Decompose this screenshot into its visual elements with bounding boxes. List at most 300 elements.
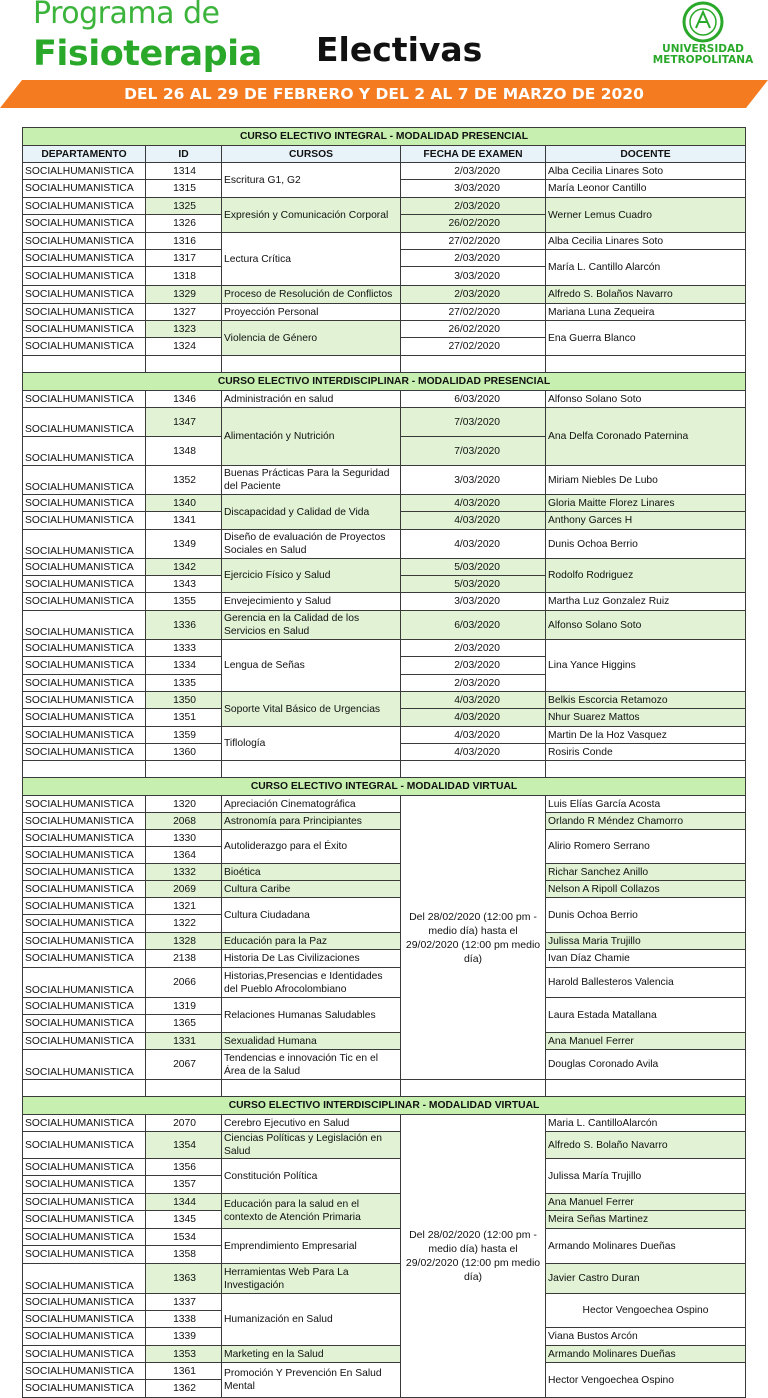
teacher-cell: Julissa María Trujillo bbox=[546, 1159, 746, 1194]
id-cell: 1350 bbox=[146, 692, 222, 709]
department-cell: SOCIALHUMANISTICA bbox=[23, 675, 146, 692]
course-cell: Autoliderazgo para el Éxito bbox=[222, 830, 401, 864]
table-row bbox=[23, 640, 746, 657]
id-cell: 1325 bbox=[146, 198, 222, 215]
page-title: Electivas bbox=[316, 30, 483, 69]
department-cell: SOCIALHUMANISTICA bbox=[23, 338, 146, 356]
id-cell: 2066 bbox=[146, 968, 222, 998]
teacher-cell: Ena Guerra Blanco bbox=[546, 321, 746, 356]
exam-date-cell: 26/02/2020 bbox=[401, 321, 546, 338]
department-cell: SOCIALHUMANISTICA bbox=[23, 813, 146, 830]
department-cell: SOCIALHUMANISTICA bbox=[23, 215, 146, 233]
department-cell: SOCIALHUMANISTICA bbox=[23, 530, 146, 559]
id-cell: 1349 bbox=[146, 530, 222, 559]
spacer-cell bbox=[23, 1080, 146, 1097]
teacher-cell: Alirio Romero Serrano bbox=[546, 830, 746, 864]
teacher-cell: Luis Elías García Acosta bbox=[546, 796, 746, 813]
table-row bbox=[23, 233, 746, 250]
exam-date-cell: 2/03/2020 bbox=[401, 640, 546, 657]
course-cell: Relaciones Humanas Saludables bbox=[222, 998, 401, 1033]
id-cell: 1347 bbox=[146, 408, 222, 437]
id-cell: 1331 bbox=[146, 1033, 222, 1050]
id-cell: 1323 bbox=[146, 321, 222, 338]
section-header-row bbox=[23, 128, 746, 146]
teacher-cell: Ana Manuel Ferrer bbox=[546, 1033, 746, 1050]
department-cell: SOCIALHUMANISTICA bbox=[23, 1311, 146, 1328]
id-cell: 1339 bbox=[146, 1328, 222, 1346]
department-cell: SOCIALHUMANISTICA bbox=[23, 180, 146, 198]
exam-date-cell: 2/03/2020 bbox=[401, 198, 546, 215]
department-cell: SOCIALHUMANISTICA bbox=[23, 1033, 146, 1050]
id-cell: 1359 bbox=[146, 727, 222, 744]
exam-date-cell: 4/03/2020 bbox=[401, 495, 546, 512]
table-row bbox=[23, 1264, 746, 1294]
teacher-cell: Alfredo S. Bolaño Navarro bbox=[546, 1132, 746, 1159]
exam-date-cell: 3/03/2020 bbox=[401, 180, 546, 198]
department-cell: SOCIALHUMANISTICA bbox=[23, 198, 146, 215]
section-title: CURSO ELECTIVO INTEGRAL - MODALIDAD PRESENCIAL bbox=[23, 128, 746, 146]
spacer-cell bbox=[546, 356, 746, 373]
section-header-row bbox=[23, 778, 746, 796]
id-cell: 1362 bbox=[146, 1380, 222, 1398]
department-cell: SOCIALHUMANISTICA bbox=[23, 1159, 146, 1176]
id-cell: 1315 bbox=[146, 180, 222, 198]
table-row bbox=[23, 198, 746, 215]
department-cell: SOCIALHUMANISTICA bbox=[23, 163, 146, 180]
table-row bbox=[23, 864, 746, 881]
course-cell: Buenas Prácticas Para la Seguridad del Paciente bbox=[222, 466, 401, 495]
course-cell: Emprendimiento Empresarial bbox=[222, 1229, 401, 1264]
id-cell: 2068 bbox=[146, 813, 222, 830]
table-row bbox=[23, 830, 746, 847]
id-cell: 1352 bbox=[146, 466, 222, 495]
department-cell: SOCIALHUMANISTICA bbox=[23, 657, 146, 675]
column-header: ID bbox=[146, 146, 222, 163]
teacher-cell: Lina Yance Higgins bbox=[546, 640, 746, 692]
id-cell: 1357 bbox=[146, 1176, 222, 1194]
teacher-cell: Nelson A Ripoll Collazos bbox=[546, 881, 746, 898]
id-cell: 1337 bbox=[146, 1294, 222, 1311]
department-cell: SOCIALHUMANISTICA bbox=[23, 692, 146, 709]
exam-date-cell: 3/03/2020 bbox=[401, 267, 546, 286]
course-cell: Violencia de Género bbox=[222, 321, 401, 356]
teacher-cell: Ana Manuel Ferrer bbox=[546, 1194, 746, 1211]
exam-date-cell: 27/02/2020 bbox=[401, 304, 546, 321]
exam-date-cell: 27/02/2020 bbox=[401, 338, 546, 356]
id-cell: 2067 bbox=[146, 1050, 222, 1080]
table-row bbox=[23, 813, 746, 830]
id-cell: 1358 bbox=[146, 1246, 222, 1264]
id-cell: 1319 bbox=[146, 998, 222, 1015]
department-cell: SOCIALHUMANISTICA bbox=[23, 1346, 146, 1363]
electives-table bbox=[22, 127, 746, 1398]
table-row bbox=[23, 968, 746, 998]
course-cell: Marketing en la Salud bbox=[222, 1346, 401, 1363]
course-cell: Envejecimiento y Salud bbox=[222, 593, 401, 611]
id-cell: 1328 bbox=[146, 933, 222, 950]
department-cell: SOCIALHUMANISTICA bbox=[23, 998, 146, 1015]
department-cell: SOCIALHUMANISTICA bbox=[23, 1328, 146, 1346]
teacher-cell: Armando Molinares Dueñas bbox=[546, 1346, 746, 1363]
department-cell: SOCIALHUMANISTICA bbox=[23, 1115, 146, 1132]
course-cell: Sexualidad Humana bbox=[222, 1033, 401, 1050]
department-cell: SOCIALHUMANISTICA bbox=[23, 1015, 146, 1033]
id-cell: 1318 bbox=[146, 267, 222, 286]
table-row bbox=[23, 796, 746, 813]
section-spacer-row bbox=[23, 761, 746, 778]
table-row bbox=[23, 1363, 746, 1380]
course-cell: Historia De Las Civilizaciones bbox=[222, 950, 401, 968]
course-cell: Cerebro Ejecutivo en Salud bbox=[222, 1115, 401, 1132]
id-cell: 1365 bbox=[146, 1015, 222, 1033]
exam-date-cell: 2/03/2020 bbox=[401, 163, 546, 180]
department-cell: SOCIALHUMANISTICA bbox=[23, 1246, 146, 1264]
table-row bbox=[23, 1194, 746, 1211]
department-cell: SOCIALHUMANISTICA bbox=[23, 744, 146, 761]
department-cell: SOCIALHUMANISTICA bbox=[23, 1194, 146, 1211]
department-cell: SOCIALHUMANISTICA bbox=[23, 1211, 146, 1229]
exam-date-virtual: Del 28/02/2020 (12:00 pm - medio día) hasta el 29/02/2020 (12:00 pm medio día) bbox=[401, 796, 546, 1080]
table-row bbox=[23, 530, 746, 559]
section-header-row bbox=[23, 1097, 746, 1115]
course-cell: Historias,Presencias e Identidades del Pueblo Afrocolombiano bbox=[222, 968, 401, 998]
table-row bbox=[23, 321, 746, 338]
course-cell: Promoción Y Prevención En Salud Mental bbox=[222, 1363, 401, 1398]
id-cell: 1314 bbox=[146, 163, 222, 180]
department-cell: SOCIALHUMANISTICA bbox=[23, 512, 146, 530]
teacher-cell: Hector Vengoechea Ospino bbox=[546, 1363, 746, 1398]
exam-date-cell: 4/03/2020 bbox=[401, 709, 546, 727]
department-cell: SOCIALHUMANISTICA bbox=[23, 437, 146, 466]
teacher-cell: Nhur Suarez Mattos bbox=[546, 709, 746, 727]
course-cell: Tendencias e innovación Tic en el Área de la Salud bbox=[222, 1050, 401, 1080]
course-cell: Escritura G1, G2 bbox=[222, 163, 401, 198]
teacher-cell: Ana Delfa Coronado Paternina bbox=[546, 408, 746, 466]
id-cell: 1340 bbox=[146, 495, 222, 512]
section-spacer-row bbox=[23, 356, 746, 373]
exam-date-cell: 2/03/2020 bbox=[401, 657, 546, 675]
course-cell: Lectura Crítica bbox=[222, 233, 401, 286]
spacer-cell bbox=[23, 356, 146, 373]
teacher-cell: Orlando R Méndez Chamorro bbox=[546, 813, 746, 830]
course-cell: Humanización en Salud bbox=[222, 1294, 401, 1346]
exam-date-cell: 4/03/2020 bbox=[401, 692, 546, 709]
table-row bbox=[23, 611, 746, 640]
teacher-cell: Martha Luz Gonzalez Ruiz bbox=[546, 593, 746, 611]
table-row bbox=[23, 163, 746, 180]
spacer-cell bbox=[222, 1080, 401, 1097]
department-cell: SOCIALHUMANISTICA bbox=[23, 576, 146, 593]
spacer-cell bbox=[222, 761, 401, 778]
course-cell: Proyección Personal bbox=[222, 304, 401, 321]
department-cell: SOCIALHUMANISTICA bbox=[23, 933, 146, 950]
table-row bbox=[23, 692, 746, 709]
teacher-cell: Gloria Maitte Florez Linares bbox=[546, 495, 746, 512]
id-cell: 1363 bbox=[146, 1264, 222, 1294]
teacher-cell: Dunis Ochoa Berrio bbox=[546, 530, 746, 559]
teacher-cell: Belkis Escorcia Retamozo bbox=[546, 692, 746, 709]
exam-date-virtual: Del 28/02/2020 (12:00 pm - medio día) hasta el 29/02/2020 (12:00 pm medio día) bbox=[401, 1115, 546, 1398]
section-title: CURSO ELECTIVO INTERDISCIPLINAR - MODALIDAD VIRTUAL bbox=[23, 1097, 746, 1115]
id-cell: 1348 bbox=[146, 437, 222, 466]
department-cell: SOCIALHUMANISTICA bbox=[23, 1380, 146, 1398]
id-cell: 1324 bbox=[146, 338, 222, 356]
spacer-cell bbox=[146, 1080, 222, 1097]
table-row bbox=[23, 1115, 746, 1132]
department-cell: SOCIALHUMANISTICA bbox=[23, 1050, 146, 1080]
course-cell: Diseño de evaluación de Proyectos Sociales en Salud bbox=[222, 530, 401, 559]
id-cell: 1332 bbox=[146, 864, 222, 881]
id-cell: 1345 bbox=[146, 1211, 222, 1229]
department-cell: SOCIALHUMANISTICA bbox=[23, 1264, 146, 1294]
university-seal-icon bbox=[681, 0, 725, 44]
course-cell: Educación para la Paz bbox=[222, 933, 401, 950]
exam-date-cell: 27/02/2020 bbox=[401, 233, 546, 250]
department-cell: SOCIALHUMANISTICA bbox=[23, 864, 146, 881]
spacer-cell bbox=[401, 1080, 546, 1097]
id-cell: 1330 bbox=[146, 830, 222, 847]
exam-date-cell: 6/03/2020 bbox=[401, 391, 546, 408]
teacher-cell: Laura Estada Matallana bbox=[546, 998, 746, 1033]
id-cell: 1341 bbox=[146, 512, 222, 530]
spacer-cell bbox=[146, 761, 222, 778]
section-spacer-row bbox=[23, 1080, 746, 1097]
teacher-cell: Harold Ballesteros Valencia bbox=[546, 968, 746, 998]
exam-date-cell: 26/02/2020 bbox=[401, 215, 546, 233]
table-row bbox=[23, 933, 746, 950]
exam-date-cell: 5/03/2020 bbox=[401, 559, 546, 576]
id-cell: 1355 bbox=[146, 593, 222, 611]
id-cell: 1336 bbox=[146, 611, 222, 640]
department-cell: SOCIALHUMANISTICA bbox=[23, 1294, 146, 1311]
course-cell: Apreciación Cinematográfica bbox=[222, 796, 401, 813]
table-row bbox=[23, 1132, 746, 1159]
spacer-cell bbox=[401, 356, 546, 373]
course-cell: Bioética bbox=[222, 864, 401, 881]
course-cell: Herramientas Web Para La Investigación bbox=[222, 1264, 401, 1294]
exam-date-cell: 2/03/2020 bbox=[401, 286, 546, 304]
id-cell: 1353 bbox=[146, 1346, 222, 1363]
exam-date-cell: 2/03/2020 bbox=[401, 675, 546, 692]
electives-table-body bbox=[23, 128, 746, 1398]
teacher-cell: Rosiris Conde bbox=[546, 744, 746, 761]
id-cell: 1329 bbox=[146, 286, 222, 304]
department-cell: SOCIALHUMANISTICA bbox=[23, 1176, 146, 1194]
department-cell: SOCIALHUMANISTICA bbox=[23, 408, 146, 437]
table-row bbox=[23, 1159, 746, 1176]
teacher-cell: Douglas Coronado Avila bbox=[546, 1050, 746, 1080]
exam-date-cell: 7/03/2020 bbox=[401, 437, 546, 466]
department-cell: SOCIALHUMANISTICA bbox=[23, 968, 146, 998]
section-header-row bbox=[23, 373, 746, 391]
teacher-cell: Martin De la Hoz Vasquez bbox=[546, 727, 746, 744]
id-cell: 1320 bbox=[146, 796, 222, 813]
id-cell: 1322 bbox=[146, 915, 222, 933]
program-title-line1: Programa de bbox=[33, 0, 220, 31]
spacer-cell bbox=[146, 356, 222, 373]
column-header: FECHA DE EXAMEN bbox=[401, 146, 546, 163]
exam-date-cell: 4/03/2020 bbox=[401, 727, 546, 744]
teacher-cell: Miriam Niebles De Lubo bbox=[546, 466, 746, 495]
table-row bbox=[23, 593, 746, 611]
department-cell: SOCIALHUMANISTICA bbox=[23, 847, 146, 864]
table-row bbox=[23, 1033, 746, 1050]
table-row bbox=[23, 408, 746, 437]
id-cell: 1346 bbox=[146, 391, 222, 408]
department-cell: SOCIALHUMANISTICA bbox=[23, 881, 146, 898]
id-cell: 2070 bbox=[146, 1115, 222, 1132]
course-cell: Constitución Política bbox=[222, 1159, 401, 1194]
id-cell: 2138 bbox=[146, 950, 222, 968]
spacer-cell bbox=[23, 761, 146, 778]
department-cell: SOCIALHUMANISTICA bbox=[23, 1229, 146, 1246]
table-row bbox=[23, 304, 746, 321]
id-cell: 1360 bbox=[146, 744, 222, 761]
page-header bbox=[0, 0, 768, 118]
course-cell: Expresión y Comunicación Corporal bbox=[222, 198, 401, 233]
course-cell: Alimentación y Nutrición bbox=[222, 408, 401, 466]
section-title: CURSO ELECTIVO INTERDISCIPLINAR - MODALIDAD PRESENCIAL bbox=[23, 373, 746, 391]
id-cell: 2069 bbox=[146, 881, 222, 898]
department-cell: SOCIALHUMANISTICA bbox=[23, 267, 146, 286]
exam-date-cell: 3/03/2020 bbox=[401, 593, 546, 611]
department-cell: SOCIALHUMANISTICA bbox=[23, 796, 146, 813]
id-cell: 1338 bbox=[146, 1311, 222, 1328]
teacher-cell: Hector Vengoechea Ospino bbox=[546, 1294, 746, 1328]
department-cell: SOCIALHUMANISTICA bbox=[23, 286, 146, 304]
department-cell: SOCIALHUMANISTICA bbox=[23, 466, 146, 495]
spacer-cell bbox=[546, 1080, 746, 1097]
teacher-cell: Viana Bustos Arcón bbox=[546, 1328, 746, 1346]
department-cell: SOCIALHUMANISTICA bbox=[23, 391, 146, 408]
id-cell: 1335 bbox=[146, 675, 222, 692]
id-cell: 1344 bbox=[146, 1194, 222, 1211]
department-cell: SOCIALHUMANISTICA bbox=[23, 304, 146, 321]
course-cell: Astronomía para Principiantes bbox=[222, 813, 401, 830]
id-cell: 1334 bbox=[146, 657, 222, 675]
table-row bbox=[23, 1229, 746, 1246]
id-cell: 1354 bbox=[146, 1132, 222, 1159]
department-cell: SOCIALHUMANISTICA bbox=[23, 640, 146, 657]
course-cell: Tiflología bbox=[222, 727, 401, 761]
teacher-cell: Richar Sanchez Anillo bbox=[546, 864, 746, 881]
table-row bbox=[23, 466, 746, 495]
id-cell: 1351 bbox=[146, 709, 222, 727]
table-row bbox=[23, 559, 746, 576]
id-cell: 1356 bbox=[146, 1159, 222, 1176]
department-cell: SOCIALHUMANISTICA bbox=[23, 1132, 146, 1159]
id-cell: 1534 bbox=[146, 1229, 222, 1246]
program-title-line2: Fisioterapia bbox=[33, 34, 262, 74]
section-title: CURSO ELECTIVO INTEGRAL - MODALIDAD VIRTUAL bbox=[23, 778, 746, 796]
table-row bbox=[23, 286, 746, 304]
column-header: DEPARTAMENTO bbox=[23, 146, 146, 163]
id-cell: 1342 bbox=[146, 559, 222, 576]
column-header-row bbox=[23, 146, 746, 163]
department-cell: SOCIALHUMANISTICA bbox=[23, 559, 146, 576]
exam-date-cell: 4/03/2020 bbox=[401, 530, 546, 559]
exam-date-cell: 3/03/2020 bbox=[401, 466, 546, 495]
department-cell: SOCIALHUMANISTICA bbox=[23, 233, 146, 250]
department-cell: SOCIALHUMANISTICA bbox=[23, 727, 146, 744]
department-cell: SOCIALHUMANISTICA bbox=[23, 250, 146, 267]
course-cell: Discapacidad y Calidad de Vida bbox=[222, 495, 401, 530]
teacher-cell: Javier Castro Duran bbox=[546, 1264, 746, 1294]
teacher-cell: Anthony Garces H bbox=[546, 512, 746, 530]
course-cell: Soporte Vital Básico de Urgencias bbox=[222, 692, 401, 727]
id-cell: 1321 bbox=[146, 898, 222, 915]
course-cell: Ejercicio Físico y Salud bbox=[222, 559, 401, 593]
table-row bbox=[23, 998, 746, 1015]
id-cell: 1361 bbox=[146, 1363, 222, 1380]
university-logo bbox=[648, 0, 758, 70]
id-cell: 1317 bbox=[146, 250, 222, 267]
teacher-cell: Alba Cecilia Linares Soto bbox=[546, 233, 746, 250]
id-cell: 1333 bbox=[146, 640, 222, 657]
department-cell: SOCIALHUMANISTICA bbox=[23, 611, 146, 640]
id-cell: 1364 bbox=[146, 847, 222, 864]
exam-date-cell: 4/03/2020 bbox=[401, 512, 546, 530]
department-cell: SOCIALHUMANISTICA bbox=[23, 593, 146, 611]
table-row bbox=[23, 495, 746, 512]
exam-date-cell: 2/03/2020 bbox=[401, 250, 546, 267]
university-name-line1: UNIVERSIDAD bbox=[662, 43, 744, 55]
spacer-cell bbox=[401, 761, 546, 778]
table-row bbox=[23, 1294, 746, 1311]
exam-date-cell: 5/03/2020 bbox=[401, 576, 546, 593]
course-cell: Administración en salud bbox=[222, 391, 401, 408]
department-cell: SOCIALHUMANISTICA bbox=[23, 1363, 146, 1380]
exam-date-cell: 4/03/2020 bbox=[401, 744, 546, 761]
table-row bbox=[23, 950, 746, 968]
teacher-cell: María Leonor Cantillo bbox=[546, 180, 746, 198]
department-cell: SOCIALHUMANISTICA bbox=[23, 950, 146, 968]
spacer-cell bbox=[546, 761, 746, 778]
department-cell: SOCIALHUMANISTICA bbox=[23, 495, 146, 512]
date-range-banner bbox=[0, 80, 768, 108]
course-cell: Gerencia en la Calidad de los Servicios en Salud bbox=[222, 611, 401, 640]
table-row bbox=[23, 881, 746, 898]
spacer-cell bbox=[222, 356, 401, 373]
exam-date-cell: 6/03/2020 bbox=[401, 611, 546, 640]
date-range: DEL 26 AL 29 DE FEBRERO Y DEL 2 AL 7 DE MARZO DE 2020 bbox=[124, 85, 644, 103]
course-cell: Lengua de Señas bbox=[222, 640, 401, 692]
teacher-cell: Werner Lemus Cuadro bbox=[546, 198, 746, 233]
teacher-cell: Dunis Ochoa Berrio bbox=[546, 898, 746, 933]
id-cell: 1316 bbox=[146, 233, 222, 250]
teacher-cell: Alfonso Solano Soto bbox=[546, 391, 746, 408]
teacher-cell: Mariana Luna Zequeira bbox=[546, 304, 746, 321]
exam-date-cell: 7/03/2020 bbox=[401, 408, 546, 437]
teacher-cell: Ivan Díaz Chamie bbox=[546, 950, 746, 968]
id-cell: 1343 bbox=[146, 576, 222, 593]
department-cell: SOCIALHUMANISTICA bbox=[23, 709, 146, 727]
course-cell: Cultura Ciudadana bbox=[222, 898, 401, 933]
teacher-cell: Rodolfo Rodriguez bbox=[546, 559, 746, 593]
teacher-cell: Alfredo S. Bolaños Navarro bbox=[546, 286, 746, 304]
teacher-cell: Meira Señas Martinez bbox=[546, 1211, 746, 1229]
course-cell: Proceso de Resolución de Conflictos bbox=[222, 286, 401, 304]
column-header: CURSOS bbox=[222, 146, 401, 163]
teacher-cell: Maria L. CantilloAlarcón bbox=[546, 1115, 746, 1132]
teacher-cell: Alba Cecilia Linares Soto bbox=[546, 163, 746, 180]
department-cell: SOCIALHUMANISTICA bbox=[23, 915, 146, 933]
table-row bbox=[23, 1050, 746, 1080]
id-cell: 1327 bbox=[146, 304, 222, 321]
university-name-line2: METROPOLITANA bbox=[652, 54, 754, 66]
course-cell: Ciencias Políticas y Legislación en Salud bbox=[222, 1132, 401, 1159]
table-row bbox=[23, 391, 746, 408]
